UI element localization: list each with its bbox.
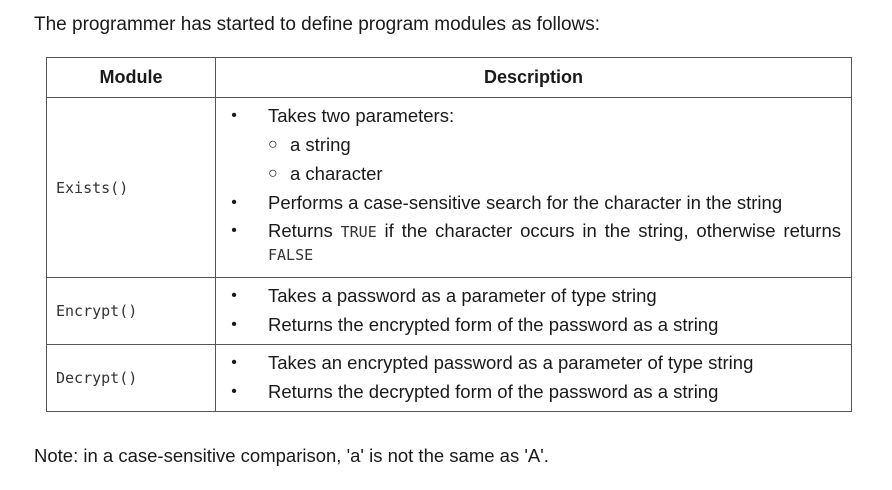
bullet-text: Takes two parameters: (268, 105, 455, 126)
circle-bullet-icon: ○ (268, 165, 278, 182)
bullet-icon: • (231, 354, 237, 371)
list-item (226, 284, 841, 308)
sub-list-item (226, 133, 841, 157)
bullet-icon: • (231, 383, 237, 400)
list-item (226, 313, 841, 337)
description-decrypt (216, 345, 852, 412)
modules-table (46, 57, 852, 412)
header-description: Description (216, 58, 852, 98)
returns-text: Returns (268, 220, 341, 241)
sub-bullet-text: a string (290, 134, 351, 155)
list-item (226, 351, 841, 375)
note-text: Note: in a case-sensitive comparison, 'a' is not the same as 'A'. (34, 445, 549, 466)
bullet-icon: • (231, 222, 237, 239)
bullet-text: Takes an encrypted password as a parameter of type string (268, 352, 754, 373)
bullet-text (268, 220, 841, 264)
description-encrypt (216, 278, 852, 345)
circle-bullet-icon: ○ (268, 136, 278, 153)
list-item (226, 104, 841, 128)
table-row-decrypt (47, 345, 852, 412)
sub-bullet-text: a character (290, 163, 383, 184)
module-name-exists: Exists() (47, 98, 216, 278)
table-header-row (47, 58, 852, 98)
bullet-icon: • (231, 107, 237, 124)
returns-condition-text: if the character occurs in the string, otherwise returns (376, 220, 841, 241)
table-row-encrypt (47, 278, 852, 345)
list-item (226, 191, 841, 215)
bullet-text: Takes a password as a parameter of type string (268, 285, 657, 306)
bullet-text: Returns the encrypted form of the password as a string (268, 314, 719, 335)
header-module: Module (47, 58, 216, 98)
bullet-icon: • (231, 316, 237, 333)
table-row-exists (47, 98, 852, 278)
bullet-text: Performs a case-sensitive search for the character in the string (268, 192, 783, 213)
list-item (226, 380, 841, 404)
intro-text: The programmer has started to define program modules as follows: (34, 14, 601, 35)
bullet-icon: • (231, 287, 237, 304)
bullet-text: Returns the decrypted form of the password as a string (268, 381, 719, 402)
module-name-encrypt: Encrypt() (47, 278, 216, 345)
list-item (226, 220, 841, 266)
true-keyword: TRUE (340, 223, 377, 241)
false-keyword: FALSE (268, 246, 314, 264)
sub-list-item (226, 162, 841, 186)
description-exists (216, 98, 852, 278)
module-name-decrypt: Decrypt() (47, 345, 216, 412)
bullet-icon: • (231, 194, 237, 211)
